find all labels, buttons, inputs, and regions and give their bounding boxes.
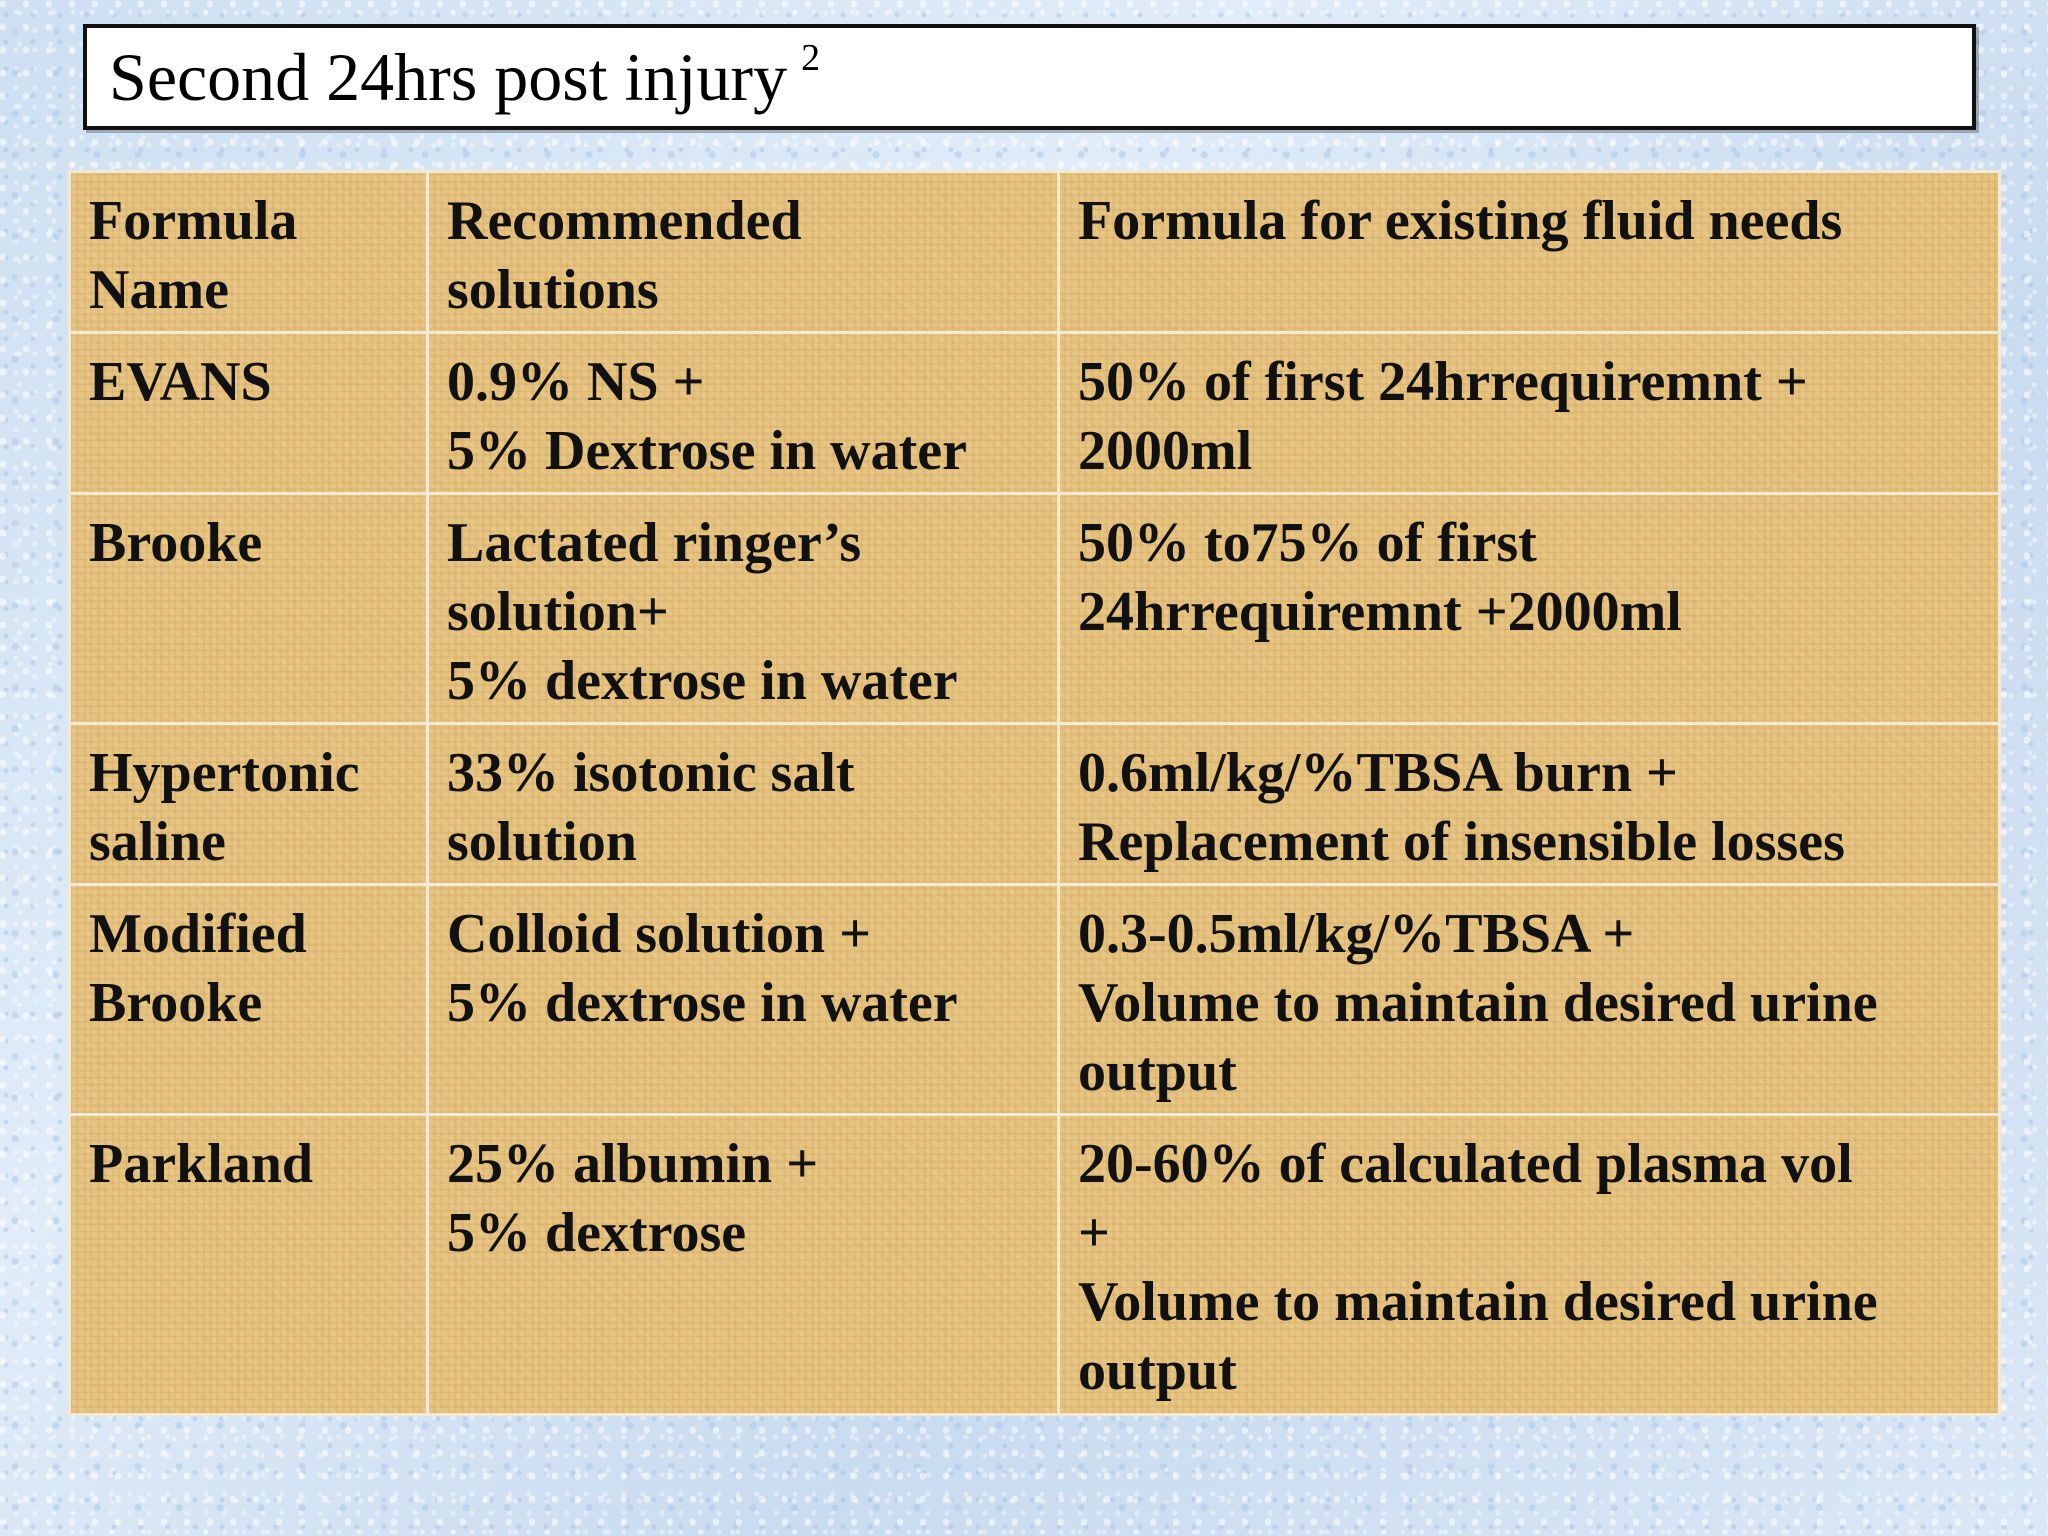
slide-title-box xyxy=(83,24,1976,130)
cell-formula-name: Brooke xyxy=(70,494,428,724)
table-header-row xyxy=(70,172,2000,333)
fluid-formula-table-container xyxy=(68,170,1998,1402)
cell-existing-fluid-needs: 20-60% of calculated plasma vol + Volume to maintain desired urine output xyxy=(1059,1115,2000,1415)
slide-title-superscript: 2 xyxy=(801,37,821,80)
cell-formula-name: Modified Brooke xyxy=(70,885,428,1115)
table-row xyxy=(70,724,2000,885)
cell-existing-fluid-needs: 50% to75% of first 24hrrequiremnt +2000ml xyxy=(1059,494,2000,724)
header-formula-name: Formula Name xyxy=(70,172,428,333)
cell-recommended-solutions: Colloid solution + 5% dextrose in water xyxy=(428,885,1059,1115)
header-existing-fluid-needs: Formula for existing fluid needs xyxy=(1059,172,2000,333)
cell-existing-fluid-needs: 50% of first 24hrrequiremnt + 2000ml xyxy=(1059,333,2000,494)
slide-title xyxy=(109,37,821,115)
cell-recommended-solutions: 33% isotonic salt solution xyxy=(428,724,1059,885)
cell-formula-name: Hypertonic saline xyxy=(70,724,428,885)
table-row xyxy=(70,333,2000,494)
cell-existing-fluid-needs: 0.3-0.5ml/kg/%TBSA + Volume to maintain desired urine output xyxy=(1059,885,2000,1115)
table-row xyxy=(70,494,2000,724)
cell-recommended-solutions: Lactated ringer’s solution+ 5% dextrose in water xyxy=(428,494,1059,724)
cell-recommended-solutions: 25% albumin + 5% dextrose xyxy=(428,1115,1059,1415)
table-row xyxy=(70,1115,2000,1415)
table-row xyxy=(70,885,2000,1115)
fluid-formula-table xyxy=(68,170,2001,1416)
cell-recommended-solutions: 0.9% NS + 5% Dextrose in water xyxy=(428,333,1059,494)
cell-formula-name: Parkland xyxy=(70,1115,428,1415)
cell-formula-name: EVANS xyxy=(70,333,428,494)
cell-existing-fluid-needs: 0.6ml/kg/%TBSA burn + Replacement of insensible losses xyxy=(1059,724,2000,885)
header-recommended-solutions: Recommended solutions xyxy=(428,172,1059,333)
slide-title-text: Second 24hrs post injury xyxy=(109,39,788,115)
